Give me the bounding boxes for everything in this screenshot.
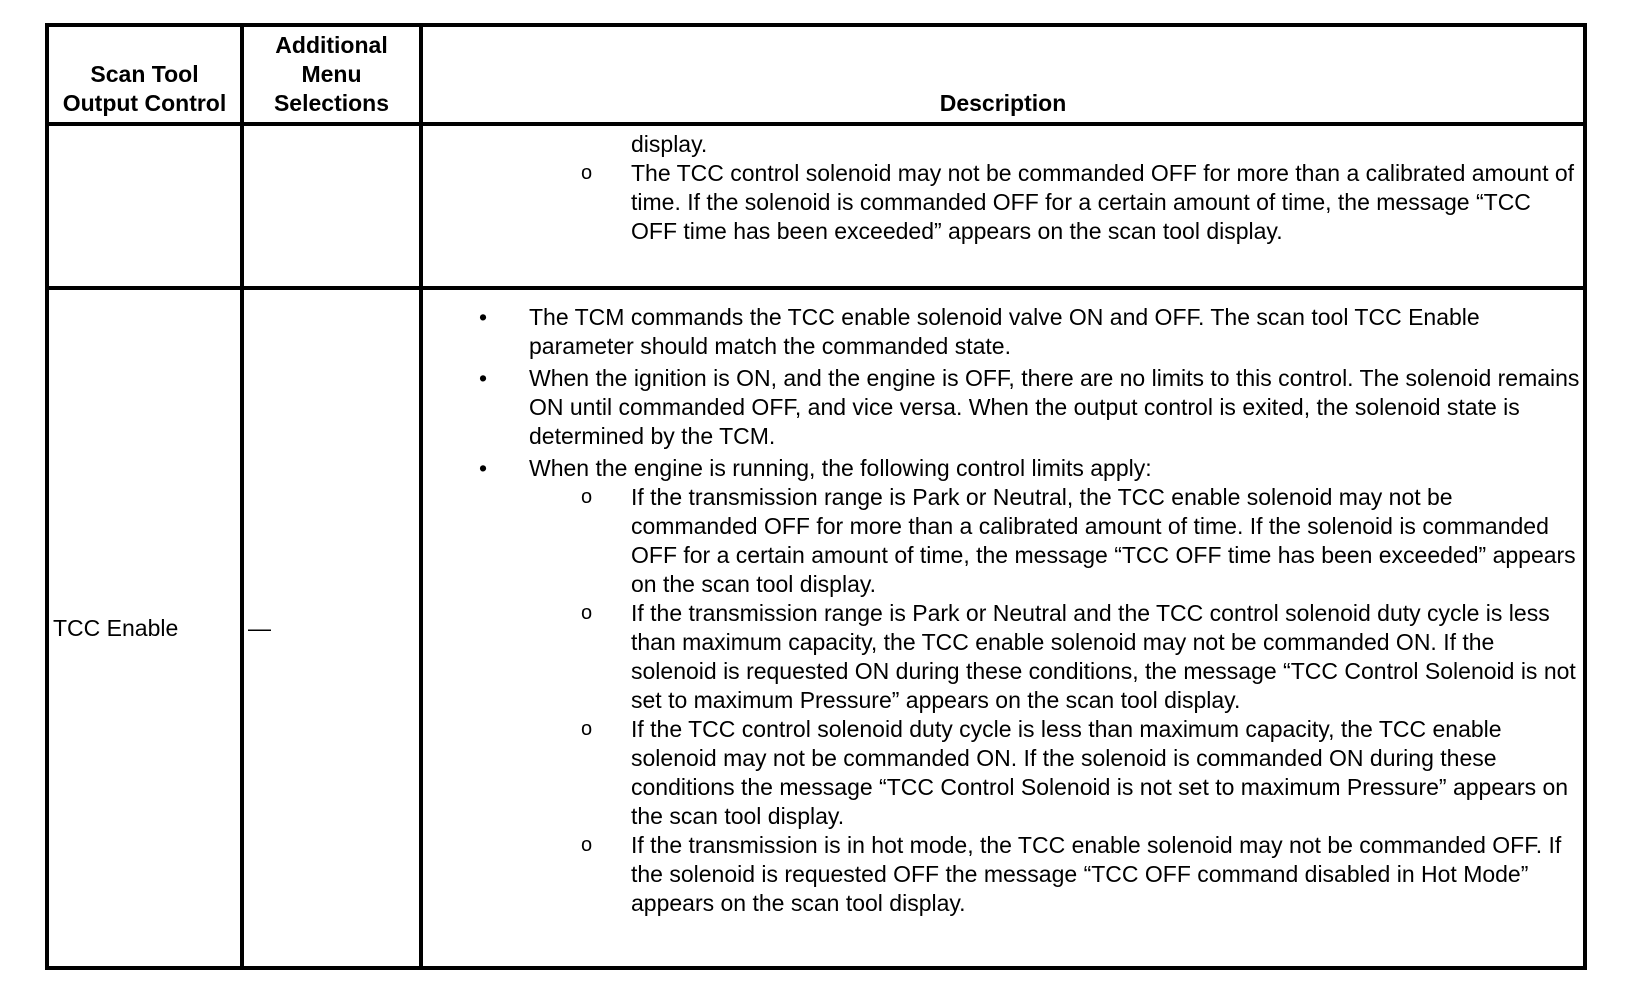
circle-bullet-icon: o [581,718,593,740]
header-scan-tool-output-control [47,25,242,124]
header-line: Description [939,90,1067,116]
list-item-text: If the transmission range is Park or Neutral and the TCC control solenoid duty cycle is less than maximum capacity, the TCC enable solenoid may not be commanded ON. If the solenoid is requested ON during these conditions, the message “TCC Control Solenoid is not set to maximum Pressure” appears on the scan tool display. [631,600,1576,713]
list-item [423,303,1583,361]
circle-bullet-icon: o [581,486,593,508]
list-item-text: If the transmission range is Park or Neutral, the TCC enable solenoid may not be commanded OFF for more than a calibrated amount of time. If the solenoid is commanded OFF for a certain amount of time, the message “TCC OFF time has been exceeded” appears on the scan tool display. [631,484,1576,597]
table-header-row [47,25,1585,124]
menu-selection-value: — [248,614,271,641]
cell-output-control [47,124,242,288]
list-item [423,599,1583,715]
table-row [47,124,1585,288]
cell-output-control [47,288,242,968]
continuation-text: display. [631,131,708,157]
cell-description [421,124,1585,288]
header-additional-menu-selections [242,25,421,124]
list-item-text: The TCM commands the TCC enable solenoid valve ON and OFF. The scan tool TCC Enable parameter should match the commanded state. [529,304,1480,359]
list-item [423,715,1583,831]
bullet-icon: • [479,304,488,330]
sub-list [423,159,1583,246]
header-line: Selections [273,90,390,116]
cell-menu-selections [242,288,421,968]
cell-description [421,288,1585,968]
sub-list [423,483,1583,918]
output-control-table [45,23,1587,970]
bullet-list [423,303,1583,483]
list-item [423,831,1583,918]
list-item-text: If the TCC control solenoid duty cycle is less than maximum capacity, the TCC enable solenoid may not be commanded ON. If the solenoid is commanded ON during these conditions the message “TCC Control Solenoid is not set to maximum Pressure” appears on the scan tool display. [631,716,1569,829]
list-item-text: When the engine is running, the following control limits apply: [529,455,1152,481]
header-line: Additional [275,32,388,58]
list-item-text: The TCC control solenoid may not be commanded OFF for more than a calibrated amount of time. If the solenoid is commanded OFF for a certain amount of time, the message “TCC OFF time has been exceeded” appears on the scan tool display. [631,160,1575,244]
circle-bullet-icon: o [581,162,593,184]
list-item-text: When the ignition is ON, and the engine is OFF, there are no limits to this control. The solenoid remains ON until commanded OFF, and vice versa. When the output control is exited, the solenoid state is determined by the TCM. [529,365,1580,449]
table-row [47,288,1585,968]
list-item [423,159,1583,246]
header-description [421,25,1585,124]
bullet-icon: • [479,455,488,481]
cell-menu-selections [242,124,421,288]
header-line: Output Control [62,90,227,116]
header-line: Scan Tool [90,61,199,87]
header-line: Menu [301,61,362,87]
list-item [423,364,1583,451]
list-item [423,483,1583,599]
circle-bullet-icon: o [581,834,593,856]
bullet-icon: • [479,365,488,391]
circle-bullet-icon: o [581,602,593,624]
output-control-name: TCC Enable [53,614,179,641]
list-item-text: If the transmission is in hot mode, the TCC enable solenoid may not be commanded OFF. If the solenoid is requested OFF the message “TCC OFF command disabled in Hot Mode” appears on the scan tool display. [631,832,1562,916]
list-item [423,454,1583,483]
